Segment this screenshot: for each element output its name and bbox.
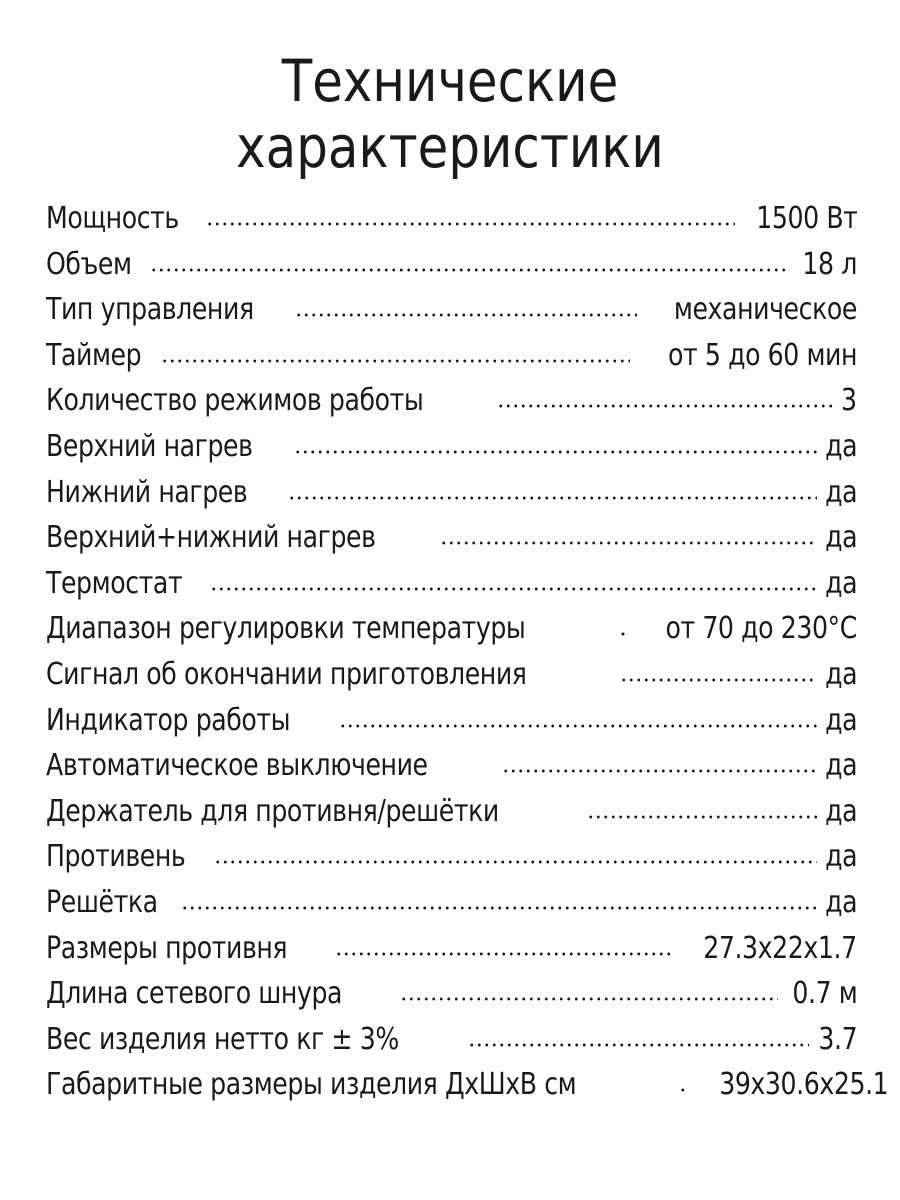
spec-row-thermostat <box>46 561 857 607</box>
spec-value: механическое <box>673 292 857 328</box>
spec-row-power-indicator <box>46 698 857 744</box>
spec-value: 0.7 м <box>791 976 857 1012</box>
spec-label: Сигнал об окончании приготовления <box>46 656 527 692</box>
spec-row-power <box>46 196 857 242</box>
dot-leader <box>620 678 817 682</box>
spec-row-temperature-range <box>46 606 857 652</box>
page-title <box>63 48 837 180</box>
spec-label: Габаритные размеры изделия ДхШхВ см <box>46 1067 577 1103</box>
dot-leader <box>288 496 817 500</box>
spec-row-modes-count <box>46 378 857 424</box>
spec-value: 18 л <box>802 246 857 282</box>
spec-label: Объем <box>46 246 132 282</box>
dot-leader <box>440 541 817 545</box>
spec-value: 3.7 <box>818 1021 857 1057</box>
dot-leader <box>161 359 630 363</box>
spec-value: да <box>824 428 857 464</box>
dot-leader <box>295 313 637 317</box>
page-title-line-2: характеристики <box>236 113 664 181</box>
dot-leader <box>335 952 672 956</box>
dot-leader <box>206 222 734 226</box>
spec-value: да <box>824 565 857 601</box>
spec-label: Таймер <box>46 337 142 373</box>
dot-leader <box>468 1043 809 1047</box>
dot-leader <box>214 860 817 864</box>
dot-leader <box>619 632 627 636</box>
spec-label: Термостат <box>46 565 183 601</box>
spec-label: Длина сетевого шнура <box>46 976 343 1012</box>
spec-label: Количество режимов работы <box>46 383 424 419</box>
dot-leader <box>679 1088 685 1092</box>
spec-value: да <box>824 474 857 510</box>
specs-list <box>46 196 889 1108</box>
spec-value: 27.3х22х1.7 <box>703 930 857 966</box>
spec-row-tray-holder <box>46 789 857 835</box>
spec-row-grill <box>46 880 857 926</box>
spec-label: Тип управления <box>46 292 254 328</box>
spec-value: 39х30.6х25.1 <box>719 1067 889 1103</box>
dot-leader <box>502 769 817 773</box>
spec-label: Решётка <box>46 884 158 920</box>
spec-value: да <box>824 748 857 784</box>
spec-label: Мощность <box>46 201 179 236</box>
spec-label: Нижний нагрев <box>46 474 248 510</box>
spec-label: Противень <box>46 839 186 875</box>
spec-label: Вес изделия нетто кг ± 3% <box>46 1021 399 1057</box>
spec-row-overall-dimensions <box>46 1062 889 1108</box>
spec-row-timer <box>46 333 857 379</box>
spec-row-auto-shutoff <box>46 743 857 789</box>
spec-row-control-type <box>46 287 857 333</box>
spec-label: Верхний нагрев <box>46 428 253 464</box>
spec-value: да <box>824 702 857 738</box>
dot-leader <box>339 724 817 728</box>
spec-value: да <box>824 656 857 692</box>
spec-row-net-weight <box>46 1017 857 1063</box>
page-title-line-1: Технические <box>281 47 619 115</box>
dot-leader <box>497 404 836 408</box>
spec-label: Размеры противня <box>46 930 288 966</box>
dot-leader <box>294 450 817 454</box>
spec-row-bottom-heating <box>46 470 857 516</box>
dot-leader <box>181 906 817 910</box>
dot-leader <box>150 268 790 272</box>
spec-label: Автоматическое выключение <box>46 748 428 784</box>
spec-value: да <box>824 793 857 829</box>
spec-value: да <box>824 884 857 920</box>
spec-label: Индикатор работы <box>46 702 291 738</box>
spec-row-top-heating <box>46 424 857 470</box>
spec-row-tray <box>46 834 857 880</box>
spec-value: да <box>824 520 857 556</box>
spec-label: Верхний+нижний нагрев <box>46 520 376 556</box>
dot-leader <box>210 587 817 591</box>
spec-row-top-bottom-heating <box>46 515 857 561</box>
spec-value: 3 <box>841 383 857 419</box>
dot-leader <box>587 815 817 819</box>
dot-leader <box>400 997 777 1001</box>
spec-row-cord-length <box>46 971 857 1017</box>
spec-row-end-signal <box>46 652 857 698</box>
spec-label: Диапазон регулировки температуры <box>46 611 526 647</box>
spec-value: 1500 Вт <box>755 201 857 236</box>
spec-row-tray-dimensions <box>46 926 857 972</box>
spec-value: от 5 до 60 мин <box>667 337 857 373</box>
spec-value: от 70 до 230°С <box>665 611 857 647</box>
spec-value: да <box>824 839 857 875</box>
spec-row-volume <box>46 242 857 288</box>
spec-label: Держатель для противня/решётки <box>46 793 499 829</box>
